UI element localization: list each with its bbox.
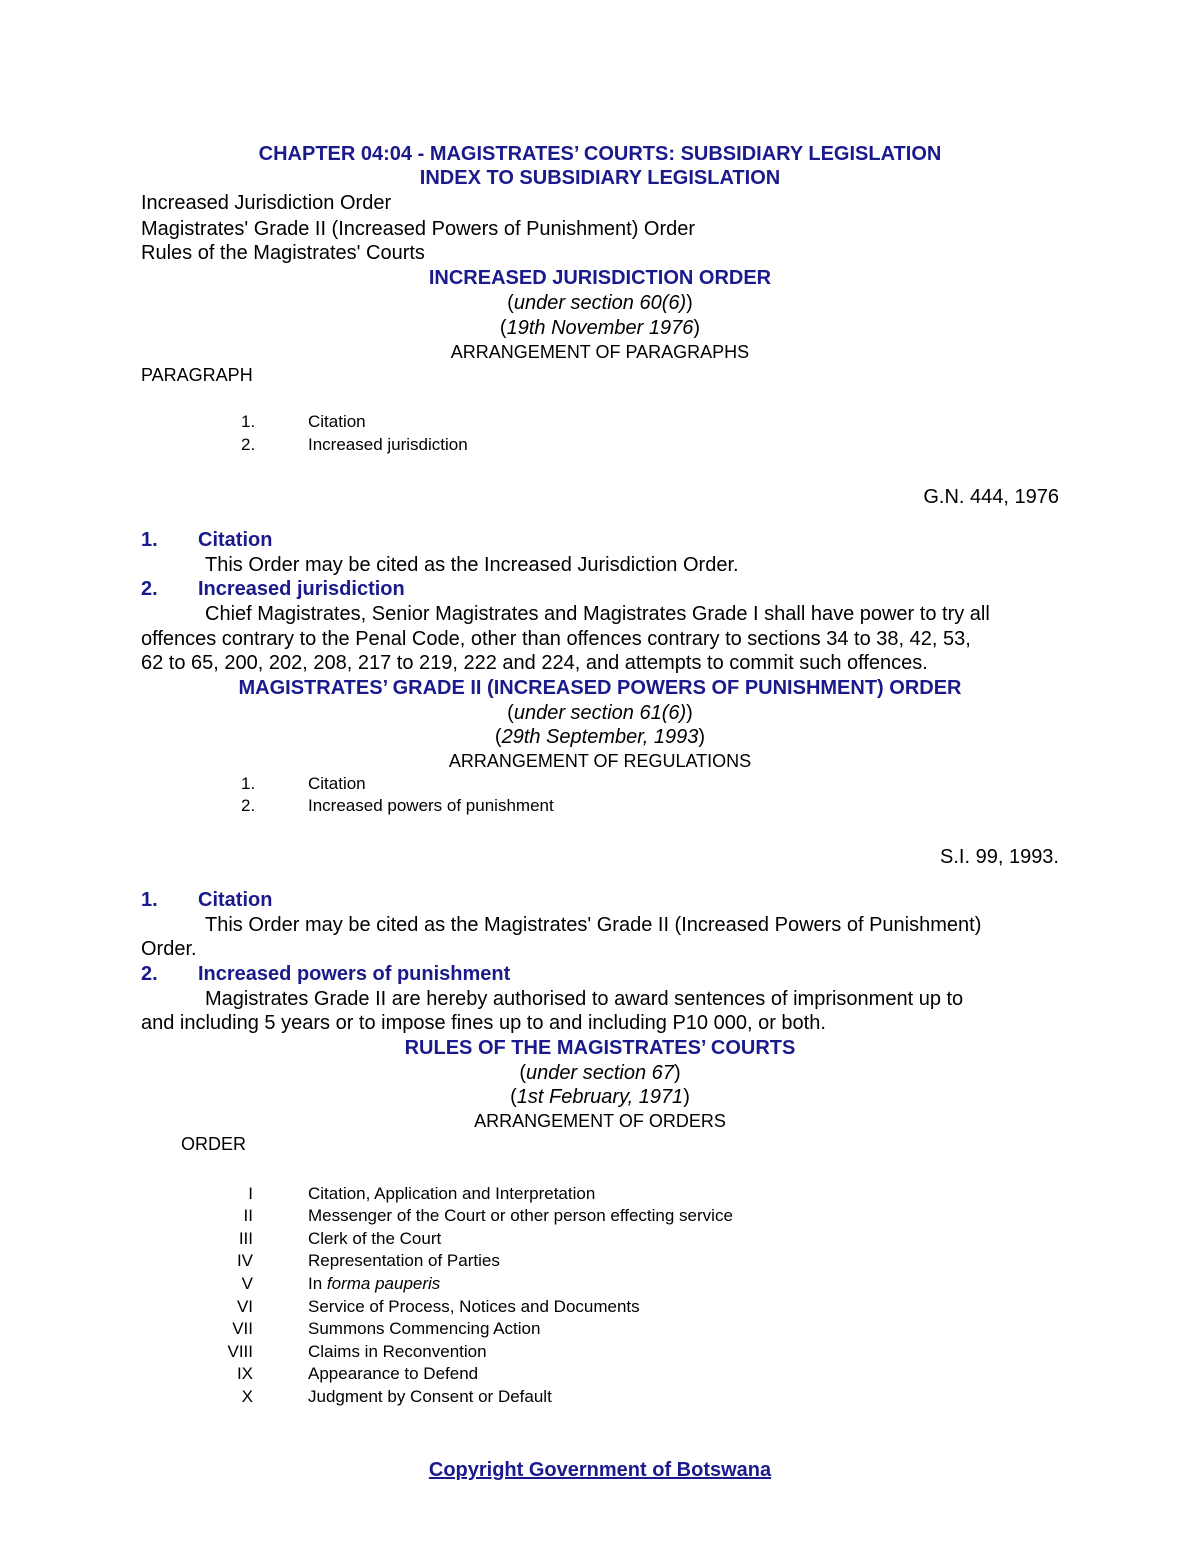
index-item: Rules of the Magistrates' Courts bbox=[141, 242, 425, 264]
order1-arrangement: ARRANGEMENT OF PARAGRAPHS bbox=[450, 342, 750, 362]
chapter-title: CHAPTER 04:04 - MAGISTRATES’ COURTS: SUBSIDIARY LEGISLATION bbox=[258, 143, 942, 165]
rules-order-label: ORDER bbox=[181, 1134, 247, 1154]
section-body: Magistrates Grade II are hereby authorised to award sentences of imprisonment up to bbox=[205, 988, 964, 1010]
section-body-line: 62 to 65, 200, 202, 208, 217 to 219, 222 and 224, and attempts to commit such offences. bbox=[141, 652, 928, 674]
section-heading: 1. Citation bbox=[141, 529, 273, 551]
section-body-line: Order. bbox=[141, 938, 197, 960]
order2-arrangement: ARRANGEMENT OF REGULATIONS bbox=[448, 751, 752, 771]
section-body-line: and including 5 years or to impose fines up to and including P10 000, or both. bbox=[141, 1012, 826, 1034]
rules-arrangement: ARRANGEMENT OF ORDERS bbox=[474, 1111, 726, 1131]
rules-title: RULES OF THE MAGISTRATES’ COURTS bbox=[404, 1037, 796, 1059]
section-body-line: offences contrary to the Penal Code, other than offences contrary to sections 34 to 38, 42, 53, bbox=[141, 628, 971, 650]
section-body: This Order may be cited as the Magistrates' Grade II (Increased Powers of Punishment) bbox=[205, 914, 982, 936]
index-item: Magistrates' Grade II (Increased Powers of Punishment) Order bbox=[141, 218, 696, 240]
section-heading: 2. Increased jurisdiction bbox=[141, 578, 405, 600]
order1-authority: (under section 60(6)) bbox=[507, 292, 693, 314]
order1-title: INCREASED JURISDICTION ORDER bbox=[428, 267, 772, 289]
section-body: Chief Magistrates, Senior Magistrates and Magistrates Grade I shall have power to try all bbox=[205, 603, 990, 625]
section-heading: 2. Increased powers of punishment bbox=[141, 963, 511, 985]
order1-date: (19th November 1976) bbox=[499, 317, 701, 339]
order2-date: (29th September, 1993) bbox=[494, 726, 706, 748]
copyright-footer[interactable]: Copyright Government of Botswana bbox=[428, 1459, 772, 1481]
rules-authority: (under section 67) bbox=[519, 1062, 681, 1084]
index-item: Increased Jurisdiction Order bbox=[141, 192, 392, 214]
rules-date: (1st February, 1971) bbox=[510, 1086, 690, 1108]
order2-title: MAGISTRATES’ GRADE II (INCREASED POWERS OF PUNISHMENT) ORDER bbox=[238, 677, 962, 699]
section-body: This Order may be cited as the Increased Jurisdiction Order. bbox=[205, 554, 739, 576]
statutory-instrument: S.I. 99, 1993. bbox=[940, 846, 1059, 868]
order1-para-label: PARAGRAPH bbox=[141, 365, 253, 385]
index-title: INDEX TO SUBSIDIARY LEGISLATION bbox=[419, 167, 781, 189]
order2-authority: (under section 61(6)) bbox=[507, 702, 693, 724]
section-heading: 1. Citation bbox=[141, 889, 273, 911]
gazette-notice: G.N. 444, 1976 bbox=[923, 486, 1059, 508]
